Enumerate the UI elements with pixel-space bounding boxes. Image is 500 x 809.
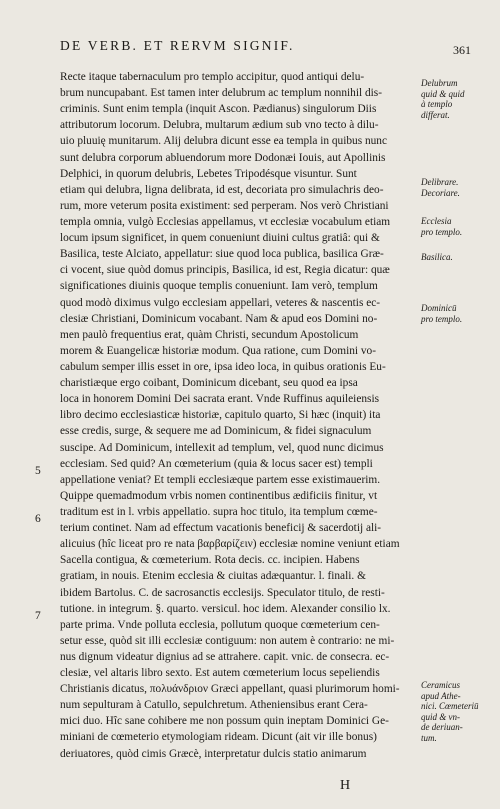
margin-note-delibrare [421, 177, 499, 198]
text-line: morem & Euangelicæ historiæ modum. Qua ratione, cum Domini vo- [60, 344, 376, 357]
margin-note-line: Ceramicus [421, 680, 460, 690]
margin-note-line: apud Athe- [421, 690, 461, 701]
text-line: appellatione veniat? Et templi ecclesiæque partem esse existimauerim. [60, 473, 381, 486]
margin-note-line: tum. [421, 732, 437, 743]
text-line: setur esse, quòd sit illi ecclesiæ contiguum: non autem è contrario: ne mi- [60, 634, 395, 647]
text-line: quod modò diximus vulgo ecclesiam appellari, veteres & nascentis ec- [60, 296, 381, 309]
text-line: attributorum locorum. Delubra, multarum ædium sub vno tecto à dilu- [60, 119, 379, 132]
text-line: Delphici, in quorum delubris, Lebetes Tripodésque visuntur. Sunt [60, 167, 357, 180]
text-line: etiam qui delubra, ligna delibrata, id est, decoriata pro simulachris deo- [60, 183, 384, 196]
margin-note-dominicum [421, 303, 499, 324]
text-line: templa omnia, vulgò Ecclesias appellamus, vt ecclesiæ vocabulum etiam [60, 215, 391, 228]
text-line: clesiæ Christiani, Dominicum vocabant. Nam & apud eos Domini no- [60, 312, 378, 325]
text-line: Basilica, teste Alciato, appellatur: siue quod loca publica, basilica Græ- [60, 248, 384, 261]
text-line: Christianis dicatus, πολυάνδριον Græci appellant, quasi plurimorum homi- [60, 683, 400, 696]
running-title: DE VERB. ET RERVM SIGNIF. [60, 38, 295, 53]
margin-note-line: quid & vn- [421, 711, 460, 722]
text-line: traditum est in l. vrbis appellatio. supra hoc titulo, ita templum cœme- [60, 505, 378, 518]
signature-mark: H [340, 778, 351, 793]
text-line: ecclesiam. Sed quid? An cœmeterium (quia & locus sacer est) templi [60, 457, 373, 470]
text-line: loca in honorem Domini Dei sacrata erant. Vnde Ruffinus aquileiensis [60, 393, 380, 406]
text-line: significationes diuinis quoque templis conueniunt. Iam verò, templum [60, 280, 378, 293]
text-line: suscipe. Ad Dominicum, intellexit ad templum, vel, quod nunc dicimus [60, 441, 384, 454]
text-line: uio pluuię munitarum. Alij delubra dicunt esse ea templa in quibus nunc [60, 135, 388, 148]
text-line: mici duo. Hîc sane cohibere me non possum quin ineptam Dominici Ge- [60, 715, 389, 728]
margin-note-line: Decoriare. [421, 187, 460, 198]
margin-note-line: de deriuan- [421, 722, 463, 733]
text-line: terium continet. Nam ad effectum vacationis beneficij & sacerdotij ali- [60, 522, 382, 535]
margin-note-ecclesia [421, 216, 499, 237]
text-line: ci vocent, siue quòd domus principis, Basilica, id est, Regia dicatur: quæ [60, 264, 390, 277]
margin-number-6: 6 [35, 513, 41, 525]
main-text-block [60, 69, 420, 762]
margin-note-line: Basilica. [421, 252, 453, 262]
text-line: brum nuncupabant. Est tamen inter delubrum ac templum nonnihil dis- [60, 87, 382, 100]
text-line: esse credis, surge, & sequere me ad Dominicum, & fidei signaculum [60, 425, 372, 438]
margin-note-line: Ecclesia [421, 216, 452, 226]
text-line: deriuatores, quòd cimis Græcè, interpretatur dulcis statio animarum [60, 747, 367, 760]
text-line: Quippe quemadmodum vrbis nomen continentibus ædificiis finitur, vt [60, 489, 378, 502]
text-line: miniani de cœmeterio etymologiam rideam. Dicunt (ait vir ille bonus) [60, 731, 377, 744]
margin-number-7: 7 [35, 610, 41, 622]
text-line: men paulò frequentius erat, quàm Christi, secundum Apostolicum [60, 328, 359, 341]
margin-number-5: 5 [35, 465, 41, 477]
text-line: libro decimo ecclesiasticæ historiæ, capitulo quarto, Si hæc (inquit) ita [60, 409, 381, 422]
text-line: parte prima. Vnde polluta ecclesia, pollutum quoque cœmeterium cen- [60, 618, 380, 631]
text-line: charistiæque ergo coibant, Dominicum dicebant, seu quod ea ipsa [60, 377, 358, 390]
text-line: gratiam, in nouis. Etenim ecclesia & ciuitas adæquantur. l. finali. & [60, 570, 366, 583]
margin-note-line: Delibrare. [421, 177, 459, 187]
page-number: 361 [453, 43, 471, 57]
margin-note-line: quid & quid [421, 88, 465, 99]
margin-note-line: à templo [421, 99, 453, 110]
margin-note-line: Delubrum [421, 78, 458, 88]
text-line: tutione. in integrum. §. quarto. versicul. hoc idem. Alexander consilio lx. [60, 602, 391, 615]
text-line: ibidem Bartolus. C. de sacrosanctis ecclesijs. Speculator titulo, de resti- [60, 586, 385, 599]
text-line: nus dignum videatur dignius ad se attrahere. capit. vnic. de consecra. ec- [60, 650, 390, 663]
text-line: num sepulturam à Catullo, sepulchretum. Atheniensibus erant Cera- [60, 699, 368, 712]
text-line: locum ipsum significet, in quem conueniunt diuini cultus gratiâ: qui & [60, 232, 380, 245]
margin-note-line: differat. [421, 109, 450, 120]
margin-note-line: pro templo. [421, 226, 463, 237]
text-line: cabulum semper illis esset in ore, ipsa ideo loca, in quibus orationis Eu- [60, 360, 386, 373]
text-line: rum, more veterum posita existiment: sed perperam. Nos verò Christiani [60, 199, 389, 212]
margin-note-line: pro templo. [421, 313, 463, 324]
margin-note-line: Dominicū [421, 303, 457, 313]
margin-note-delubrum [421, 78, 499, 120]
text-line: sunt delubra corporum abluendorum more Dodonæi Iouis, aut Apollinis [60, 151, 386, 164]
text-line: criminis. Sunt enim templa (inquit Ascon. Pædianus) singulorum Diis [60, 103, 377, 116]
text-line: Recte itaque tabernaculum pro templo accipitur, quod antiqui delu- [60, 71, 365, 83]
text-line: alicuius (hîc liceat pro re nata βαρβαρίζειν) ecclesiæ nomine veniunt etiam [60, 538, 400, 551]
margin-note-basilica [421, 252, 499, 263]
margin-note-line: nici. Cœmeteriū [421, 701, 479, 712]
text-line: Sacella contigua, & cœmeterium. Rota decis. cc. incipien. Habens [60, 554, 360, 567]
margin-note-ceramicus [421, 680, 499, 744]
text-line: clesiæ, vel altaris libro sexto. Est autem cœmeterium locus sepeliendis [60, 667, 380, 680]
